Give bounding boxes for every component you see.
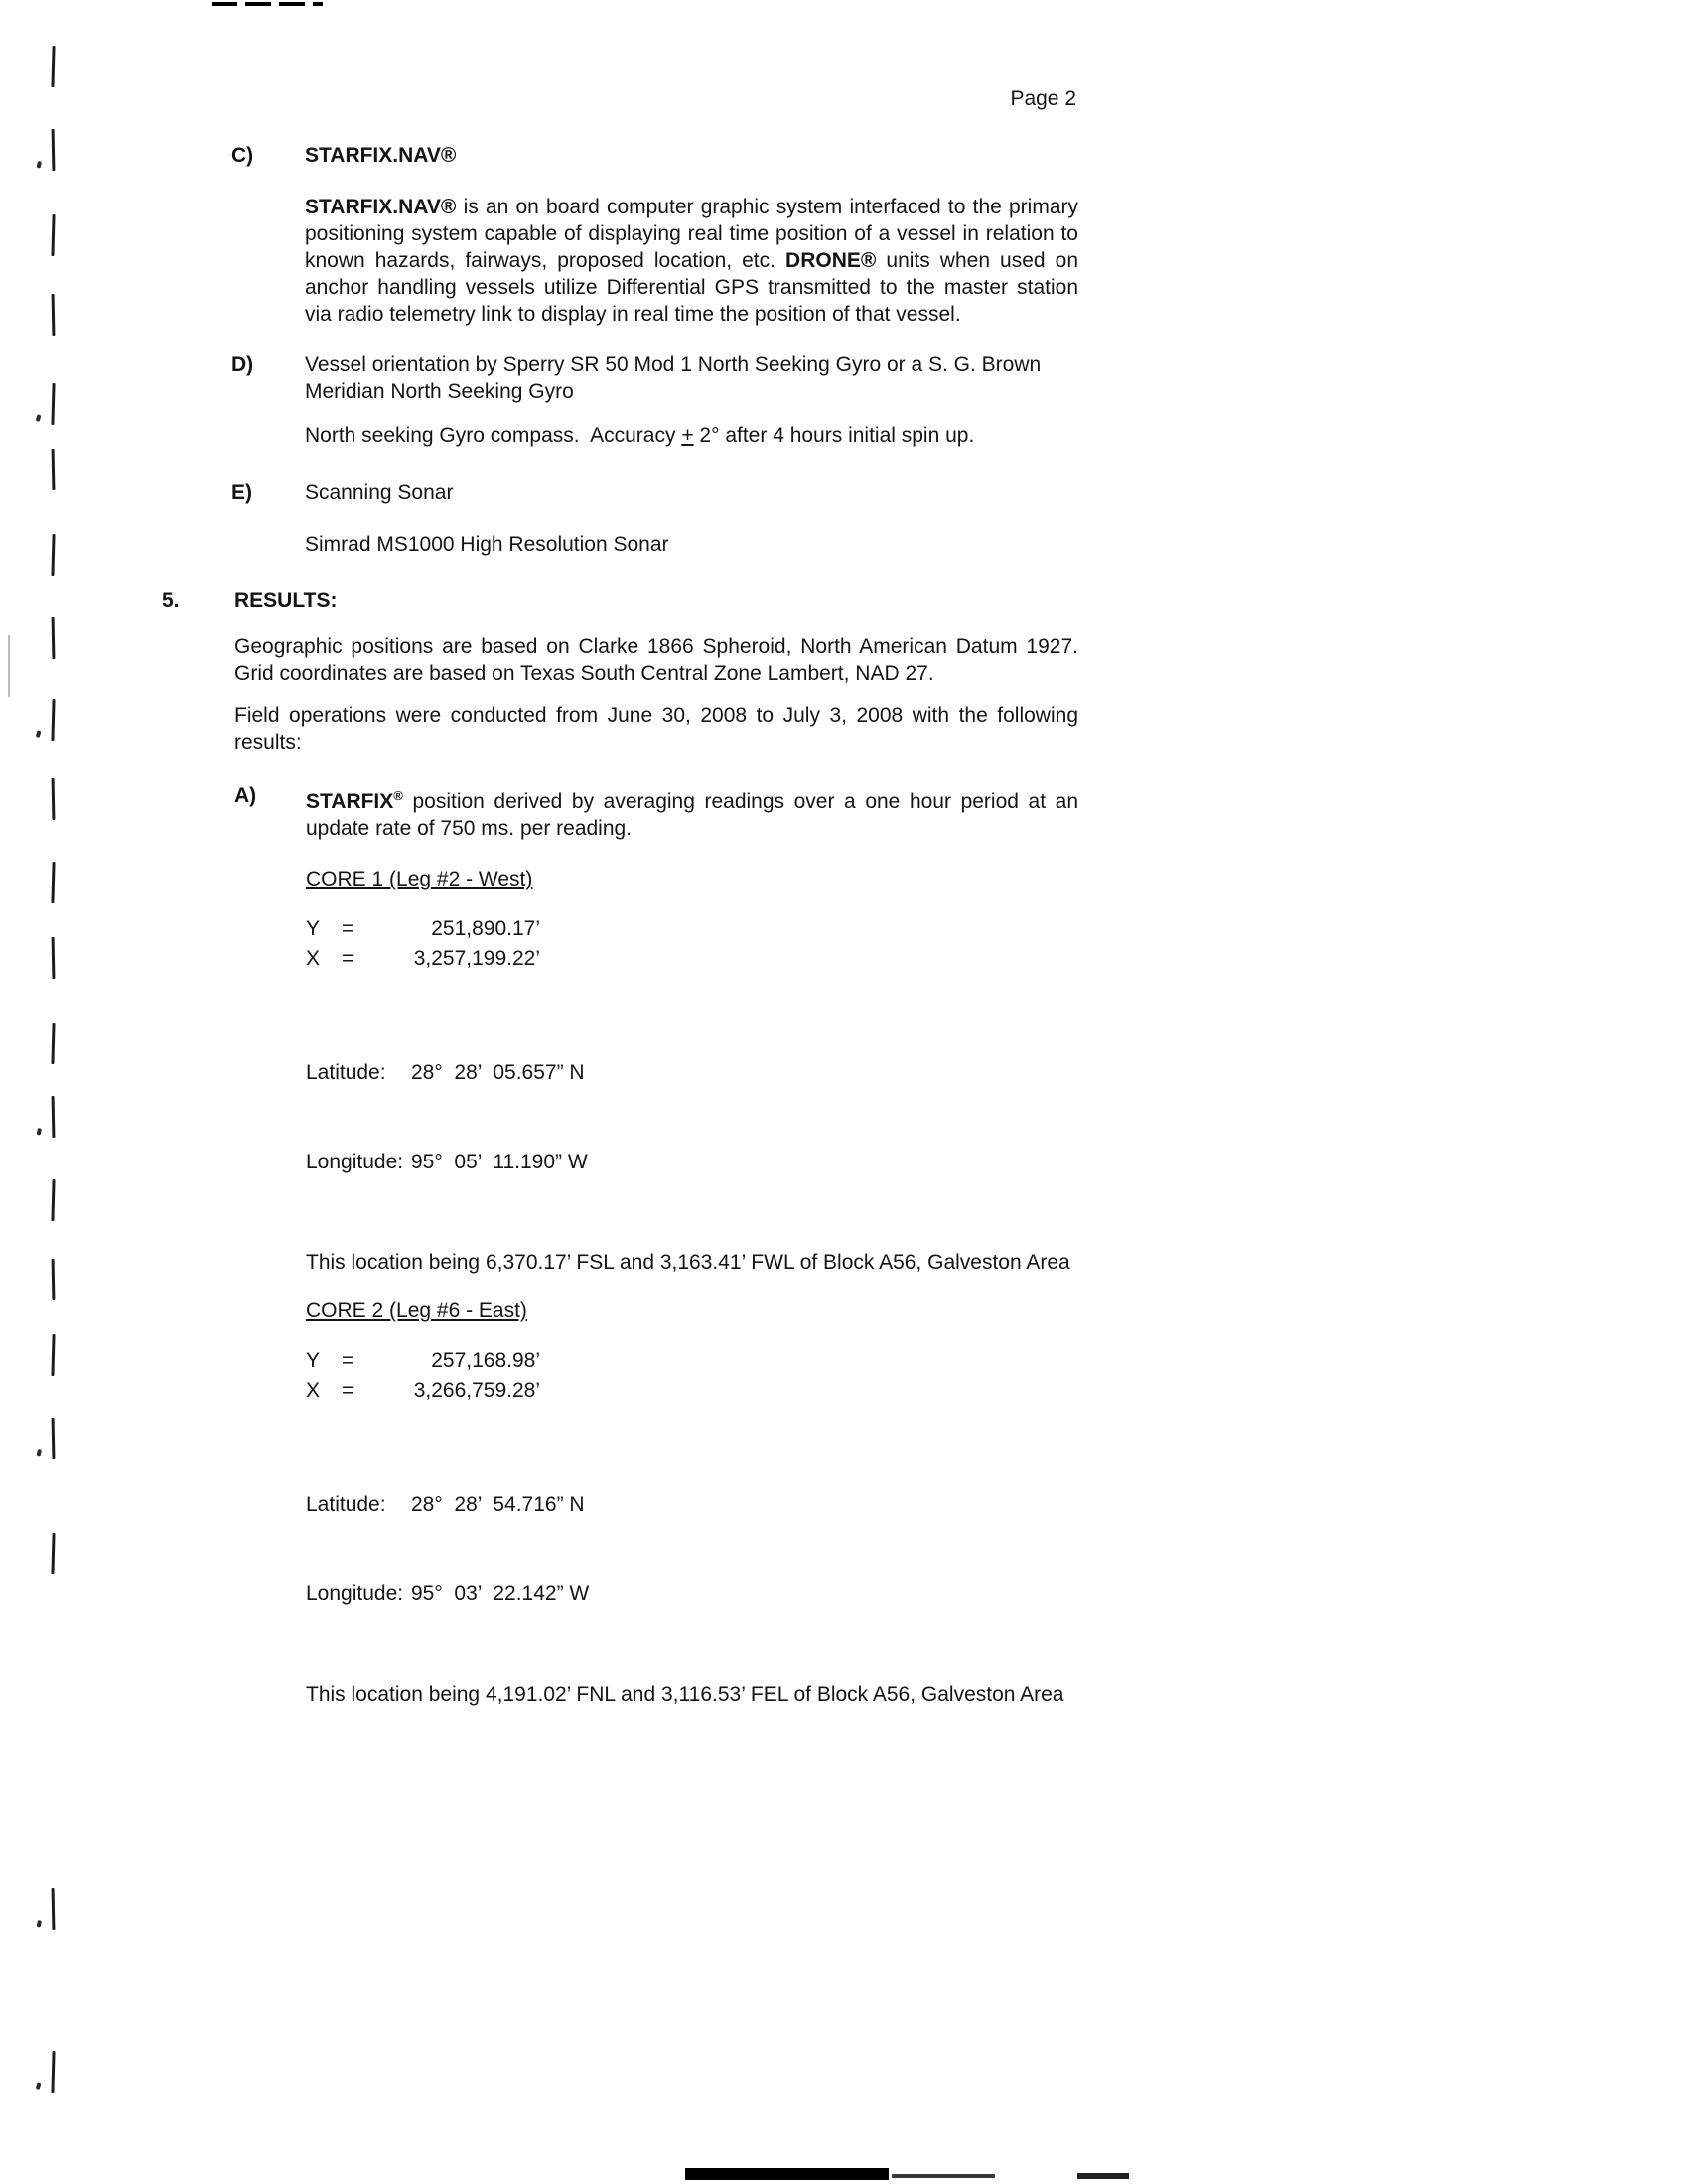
core2-y-row <box>306 1346 1078 1376</box>
core1-coordinates <box>306 914 1078 974</box>
binding-mark <box>51 214 55 256</box>
field-operations-paragraph: Field operations were conducted from June 30, 2008 to July 3, 2008 with the following results: <box>234 704 1078 753</box>
scan-artifact-bottom-bar <box>685 2168 889 2180</box>
binding-mark <box>52 294 56 336</box>
text-run: North seeking Gyro compass. Accuracy <box>305 424 682 447</box>
page-number: Page 2 <box>1010 87 1076 110</box>
x-value: 3,257,199.22’ <box>413 947 540 970</box>
binding-mark <box>51 534 55 576</box>
core1-geographic <box>306 999 1078 1237</box>
text-run: units when used on anchor handling vessels utilize Differential GPS transmitted to the master station via radio telemetry link to display in real time the position of that vessel. <box>305 249 1078 326</box>
core1-latitude-row <box>306 1058 1078 1088</box>
binding-mark <box>52 1888 56 1930</box>
section-c-paragraph <box>305 194 1078 328</box>
binding-mark <box>52 129 56 171</box>
binding-mark <box>51 1023 55 1064</box>
y-label: Y <box>306 917 321 940</box>
section-e-letter: E) <box>231 481 252 504</box>
binding-mark <box>52 778 56 820</box>
scan-artifact-bottom-mark <box>1077 2173 1129 2179</box>
longitude-value: 95° 03’ 22.142” W <box>411 1582 590 1605</box>
document-content <box>162 0 1078 1707</box>
core2-location-paragraph: This location being 4,191.02’ FNL and 3,116.53’ FEL of Block A56, Galveston Area <box>306 1683 1064 1706</box>
binding-mark <box>51 383 55 425</box>
starfix-position-paragraph <box>306 782 1078 842</box>
binding-mark <box>51 1334 55 1376</box>
section-d <box>231 351 1078 449</box>
starfix-term: STARFIX <box>306 790 394 813</box>
latitude-label: Latitude: <box>306 1061 386 1084</box>
longitude-label: Longitude: <box>306 1151 404 1173</box>
equals-sign: = <box>342 1379 354 1402</box>
core1-location-paragraph: This location being 6,370.17’ FSL and 3,163.41’ FWL of Block A56, Galveston Area <box>306 1251 1070 1274</box>
core1-x-row <box>306 944 1078 974</box>
registered-mark: ® <box>393 788 403 803</box>
y-label: Y <box>306 1349 321 1372</box>
binding-mark <box>52 937 56 979</box>
core2-coordinates <box>306 1346 1078 1406</box>
core2-block <box>306 1297 1078 1707</box>
gyro-accuracy-line <box>305 422 1078 449</box>
core2-x-row <box>306 1376 1078 1406</box>
x-value: 3,266,759.28’ <box>413 1379 540 1402</box>
section-d-letter: D) <box>231 353 254 376</box>
binding-mark <box>52 1418 56 1459</box>
drone-term: DRONE® <box>785 249 877 272</box>
latitude-value: 28° 28’ 05.657” N <box>411 1061 585 1084</box>
binding-mark <box>51 1179 55 1221</box>
text-run: position derived by averaging readings over a one hour period at an update rate of 750 ms. per reading. <box>306 790 1078 840</box>
section-e-title: Scanning Sonar <box>305 481 454 504</box>
equals-sign: = <box>342 1349 354 1372</box>
section-d-paragraph: Vessel orientation by Sperry SR 50 Mod 1 North Seeking Gyro or a S. G. Brown Meridian North Seeking Gyro <box>305 353 1042 403</box>
section-c-body <box>305 142 1078 328</box>
binding-mark <box>51 1533 55 1574</box>
section-a-body <box>306 782 1078 1707</box>
section-c-title: STARFIX.NAV® <box>305 144 457 167</box>
binding-mark <box>52 617 56 659</box>
binding-mark <box>52 449 56 490</box>
binding-mark <box>52 1096 56 1138</box>
core1-block <box>306 866 1078 1276</box>
equals-sign: = <box>342 917 354 940</box>
datum-paragraph: Geographic positions are based on Clarke 1866 Spheroid, North American Datum 1927. Grid coordinates are based on Texas South Central Zone Lambert, NAD 27. <box>234 635 1078 685</box>
section-e-paragraph: Simrad MS1000 High Resolution Sonar <box>305 533 669 556</box>
text-run: 2° <box>693 424 720 447</box>
section-5 <box>162 587 1078 755</box>
y-value: 257,168.98’ <box>431 1349 540 1372</box>
longitude-value: 95° 05’ 11.190” W <box>411 1151 588 1173</box>
section-5-body <box>234 587 1078 755</box>
core2-latitude-row <box>306 1490 1078 1520</box>
core2-heading: CORE 2 (Leg #6 - East) <box>306 1299 527 1322</box>
scan-artifact-bottom-thin <box>892 2174 995 2178</box>
section-e-body <box>305 479 1078 558</box>
results-title: RESULTS: <box>234 589 338 612</box>
section-a <box>234 782 1078 1707</box>
core2-longitude-row <box>306 1579 1078 1609</box>
section-e <box>231 479 1078 558</box>
binding-mark <box>51 699 55 741</box>
text-run: is an on board computer graphic system interfaced to the primary positioning system capable of displaying real time position of a vessel in relation to known hazards, fairways, proposed location, etc. <box>305 196 1078 272</box>
core1-heading: CORE 1 (Leg #2 - West) <box>306 868 533 890</box>
longitude-label: Longitude: <box>306 1582 404 1605</box>
core1-longitude-row <box>306 1148 1078 1177</box>
equals-sign: = <box>342 947 354 970</box>
starfix-nav-term: STARFIX.NAV® <box>305 196 457 218</box>
scan-artifact-faint-line <box>8 635 10 697</box>
y-value: 251,890.17’ <box>431 917 540 940</box>
binding-mark <box>51 862 55 903</box>
latitude-value: 28° 28’ 54.716” N <box>411 1493 585 1516</box>
scan-artifact-top-dashes <box>212 2 323 6</box>
section-a-letter: A) <box>234 784 257 807</box>
section-5-number: 5. <box>162 589 180 612</box>
latitude-label: Latitude: <box>306 1493 386 1516</box>
section-c <box>231 142 1078 328</box>
section-c-letter: C) <box>231 144 254 167</box>
core1-y-row <box>306 914 1078 944</box>
binding-mark <box>52 1259 56 1300</box>
x-label: X <box>306 1379 321 1402</box>
x-label: X <box>306 947 321 970</box>
plus-minus-symbol: + <box>681 424 694 447</box>
binding-mark <box>51 2051 55 2093</box>
section-d-body <box>305 351 1078 449</box>
binding-mark <box>51 46 55 87</box>
core2-geographic <box>306 1431 1078 1669</box>
text-run: after 4 hours initial spin up. <box>719 424 975 447</box>
